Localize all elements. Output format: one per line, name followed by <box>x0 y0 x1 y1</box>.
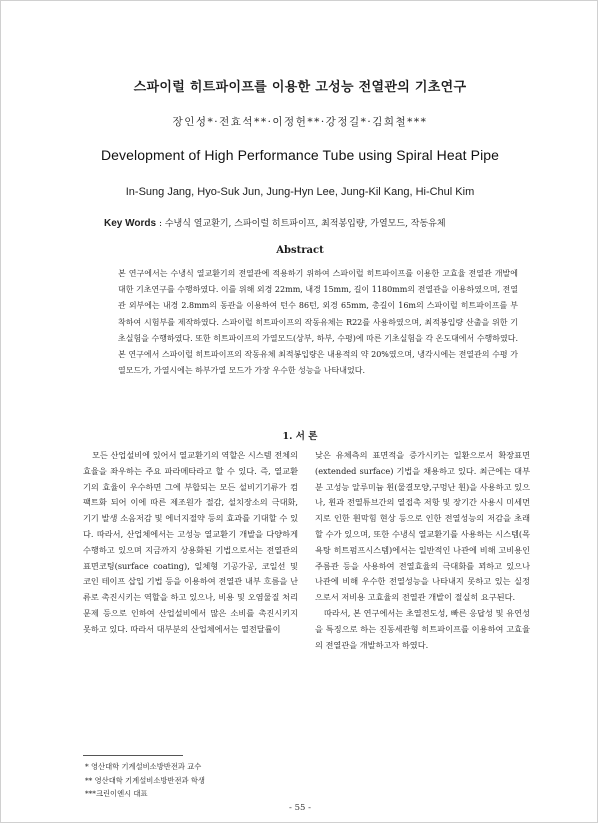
keywords <box>104 216 564 229</box>
footnote-1: * 영산대학 기계설비소방반전과 교수 <box>85 762 202 771</box>
intro-paragraph-left: 모든 산업설비에 있어서 열교환기의 역할은 시스템 전체의 효율을 좌우하는 주요 파라메타라고 할 수 있다. 즉, 열교환기의 효율이 우수하면 그에 부합되는 모든 설비기기류가 컴팩트화 되어 이에 따른 제조원가 절감, 설치장소의 극대화, 기기 발생 소음저감 및 에너지절약 등의 효과를 기대할 수 있다. 따라서, 산업체에서는 고성능 열교환기 개발을 다양하게 수행하고 있으며 지금까지 상용화된 기법으로서는 전열관의 표면코팅(surface coating), 일체형 기공가공, 코일선 및 코인 테이프 삽입 기법 등을 이용하여 전열관 내부 흐름을 난류로 촉진시키는 역할을 하고 있으나, 비용 및 오염물질 처리 문제 등으로 인하여 산업설비에서 많은 소비를 촉진시키지 못하고 있다. 따라서 대부분의 산업체에서는 열전달률이 <box>83 450 298 634</box>
footnote-3: ***크린이엔시 대표 <box>85 789 148 799</box>
paper-title-korean: 스파이럴 히트파이프를 이용한 고성능 전열관의 기초연구 <box>133 80 467 95</box>
intro-paragraph-right-2: 따라서, 본 연구에서는 초열전도성, 빠른 응답성 및 유연성을 특징으로 하는 진동세관형 히트파이프를 이용하여 고효율의 전열관을 개발하고자 하였다. <box>315 607 530 650</box>
abstract-body: 본 연구에서는 수냉식 열교환기의 전열관에 적용하기 위하여 스파이럴 히트파이프를 이용한 고효율 전열관 개발에 대한 기초연구를 수행하였다. 이를 위해 외경 22mm, 내경 15mm, 길이 1180mm의 전열관을 이용하였으며, 전열관 외부에는 내경 2.8mm의 동관을 이용하여 턴수 86턴, 외경 65mm, 총길이 16m의 스파이럴 히트파이프를 부착하여 시험부를 제작하였다. 스파이럴 히트파이프의 작동유체는 R22를 사용하였으며, 최적봉입량 산출을 위한 기초실험을 수행하였다. 또한 히트파이프의 가열모드(상부, 하부, 수평)에 따른 기초실험을 각 온도대에서 수행하였다. 본 연구에서 스파이럴 히트파이프의 작동유체 최적봉입량은 내용적의 약 20%였으며, 냉각시에는 전열관의 수평 가열모드가, 가열시에는 하부가열 모드가 가장 우수한 성능을 나타내었다. <box>118 269 518 376</box>
intro-paragraph-right-1: 낮은 유체측의 표면적을 증가시키는 일환으로서 확장표면(extended surface) 기법을 채용하고 있다. 최근에는 대부분 고성능 알루미늄 휜(물결모양,구멍난 휜)을 사용하고 있으나, 휜과 전열튜브간의 열접촉 저항 및 장기간 사용시 미세먼지로 인한 휜막힘 현상 등으로 인한 전열성능의 저감을 초래할 수가 있으며, 또한 수냉식 열교환기를 사용하는 시스템(목욕탕 히트펌프시스템)에서는 일반적인 나관에 비해 고비용인 주름관 등을 사용하여 전열효율의 극대화를 꾀하고 있으나 나관에 비해 우수한 전열성능을 나타내지 못하고 있는 실정으로서 저비용 고효율의 전열관 개발이 절실히 요구된다. <box>315 450 530 603</box>
left-column <box>83 448 298 638</box>
authors-english: In-Sung Jang, Hyo-Suk Jun, Jung-Hyn Lee, Jung-Kil Kang, Hi-Chul Kim <box>125 186 475 198</box>
authors-korean: 장인성*·전효석**·이정헌**·강정길*·김희철*** <box>172 116 428 128</box>
section-heading-introduction: 1. 서 론 <box>282 431 318 442</box>
right-column <box>315 448 530 653</box>
keywords-label: Key Words <box>104 218 157 229</box>
footnote-2: ** 영산대학 기계설비소방반전과 학생 <box>85 775 205 785</box>
abstract-heading: Abstract <box>276 245 324 256</box>
footnote-divider <box>83 755 183 756</box>
paper-title-english: Development of High Performance Tube using Spiral Heat Pipe <box>100 147 500 163</box>
footnotes <box>85 760 300 801</box>
page-number: - 55 - <box>289 803 311 813</box>
keywords-text: : 수냉식 열교환기, 스파이럴 히트파이프, 최적봉입량, 가열모드, 작동유체 <box>158 219 446 229</box>
